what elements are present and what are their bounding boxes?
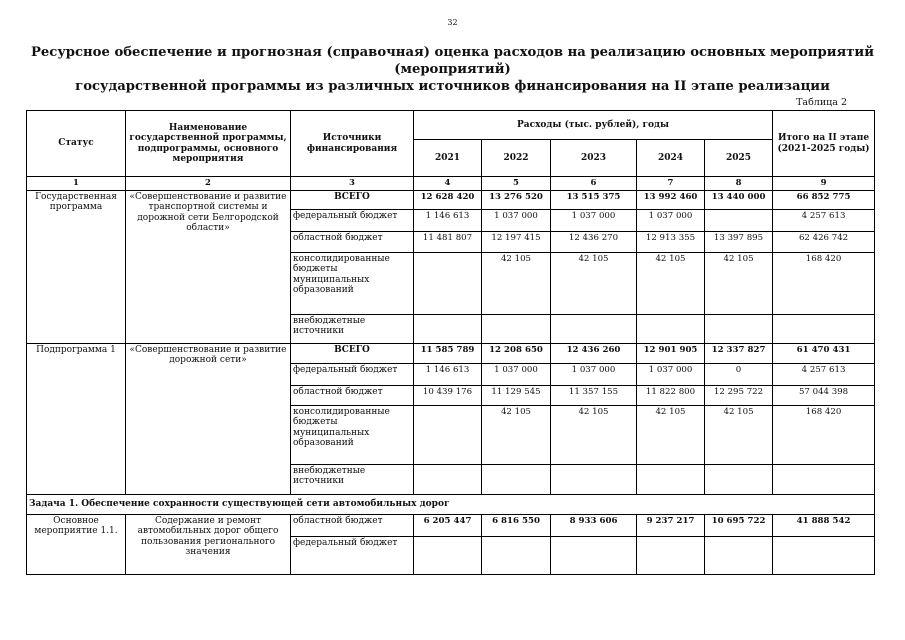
value-cell: 1 037 000 [551,209,637,231]
source-regional: областной бюджет [291,231,414,252]
value-cell: 6 816 550 [482,514,551,536]
value-cell: 168 420 [773,405,875,464]
column-number: 4 [414,177,482,191]
value-cell: 11 129 545 [482,385,551,405]
value-cell [705,314,773,343]
funding-table [26,110,875,575]
value-cell: 6 205 447 [414,514,482,536]
table-row [27,190,875,209]
task-row [27,494,875,514]
value-cell: 11 357 155 [551,385,637,405]
value-cell: 4 257 613 [773,363,875,385]
value-cell: 57 044 398 [773,385,875,405]
column-number: 6 [551,177,637,191]
table-row [27,343,875,363]
value-cell: 13 515 375 [551,190,637,209]
value-cell [551,314,637,343]
value-cell [773,314,875,343]
value-cell [414,405,482,464]
header-name: Наименование государственной программы, подпрограммы, основного мероприятия [126,111,291,177]
value-cell: 42 105 [705,405,773,464]
program-name: «Совершенствование и развитие транспортной системы и дорожной сети Белгородской области» [126,190,291,343]
column-number: 5 [482,177,551,191]
source-extra: внебюджетные источники [291,464,414,494]
value-cell: 62 426 742 [773,231,875,252]
column-number: 3 [291,177,414,191]
value-cell: 61 470 431 [773,343,875,363]
source-municipal: консолидированные бюджеты муниципальных образований [291,252,414,314]
header-year: 2025 [705,140,773,177]
column-number: 8 [705,177,773,191]
value-cell [705,536,773,574]
value-cell: 12 436 270 [551,231,637,252]
value-cell: 10 695 722 [705,514,773,536]
source-federal: федеральный бюджет [291,536,414,574]
header-year: 2022 [482,140,551,177]
value-cell: 1 146 613 [414,363,482,385]
value-cell [414,464,482,494]
page-number: 32 [447,18,458,27]
measure-name: Содержание и ремонт автомобильных дорог общего пользования регионального значения [126,514,291,574]
header-expenses: Расходы (тыс. рублей), годы [414,111,773,140]
value-cell [482,314,551,343]
column-number: 2 [126,177,291,191]
value-cell [637,536,705,574]
source-regional: областной бюджет [291,385,414,405]
subprogram-name: «Совершенствование и развитие дорожной сети» [126,343,291,494]
value-cell [482,536,551,574]
value-cell: 168 420 [773,252,875,314]
header-year: 2021 [414,140,482,177]
value-cell: 11 585 789 [414,343,482,363]
value-cell: 1 037 000 [637,209,705,231]
source-total: ВСЕГО [291,190,414,209]
value-cell: 11 822 800 [637,385,705,405]
value-cell [637,464,705,494]
value-cell: 1 037 000 [482,363,551,385]
value-cell: 13 276 520 [482,190,551,209]
value-cell: 12 295 722 [705,385,773,405]
value-cell: 42 105 [551,252,637,314]
column-number: 1 [27,177,126,191]
value-cell: 66 852 775 [773,190,875,209]
task-1-label: Задача 1. Обеспечение сохранности существующей сети автомобильных дорог [27,494,875,514]
value-cell: 1 037 000 [551,363,637,385]
value-cell: 13 440 000 [705,190,773,209]
value-cell: 1 037 000 [637,363,705,385]
value-cell: 1 037 000 [482,209,551,231]
value-cell: 12 436 260 [551,343,637,363]
value-cell: 12 913 355 [637,231,705,252]
value-cell: 42 105 [637,405,705,464]
value-cell [705,209,773,231]
header-total: Итого на II этапе (2021-2025 годы) [773,111,875,177]
value-cell: 1 146 613 [414,209,482,231]
value-cell: 13 397 895 [705,231,773,252]
source-regional: областной бюджет [291,514,414,536]
value-cell: 10 439 176 [414,385,482,405]
title-line-1: Ресурсное обеспечение и прогнозная (справочная) оценка расходов на реализацию основных мероприятий (мероприятий) [31,45,874,77]
value-cell: 41 888 542 [773,514,875,536]
table-label: Таблица 2 [796,97,847,108]
value-cell: 12 628 420 [414,190,482,209]
value-cell: 42 105 [551,405,637,464]
value-cell: 42 105 [482,405,551,464]
value-cell [773,536,875,574]
value-cell: 9 237 217 [637,514,705,536]
value-cell: 42 105 [637,252,705,314]
document-title [20,44,885,95]
source-extra: внебюджетные источники [291,314,414,343]
table-row [27,514,875,536]
value-cell: 0 [705,363,773,385]
source-total: ВСЕГО [291,343,414,363]
value-cell [482,464,551,494]
value-cell: 12 197 415 [482,231,551,252]
source-municipal: консолидированные бюджеты муниципальных образований [291,405,414,464]
value-cell: 8 933 606 [551,514,637,536]
value-cell: 42 105 [482,252,551,314]
header-status: Статус [27,111,126,177]
value-cell [773,464,875,494]
program-status: Государственная программа [27,190,126,343]
value-cell [414,536,482,574]
title-line-2: государственной программы из различных источников финансирования на II этапе реализации [75,79,830,94]
value-cell [551,464,637,494]
value-cell [637,314,705,343]
value-cell: 13 992 460 [637,190,705,209]
value-cell [551,536,637,574]
header-sources: Источники финансирования [291,111,414,177]
value-cell: 4 257 613 [773,209,875,231]
subprogram-status: Подпрограмма 1 [27,343,126,494]
header-year: 2023 [551,140,637,177]
source-federal: федеральный бюджет [291,209,414,231]
value-cell: 11 481 807 [414,231,482,252]
measure-status: Основное мероприятие 1.1. [27,514,126,574]
value-cell [414,252,482,314]
value-cell [705,464,773,494]
header-year: 2024 [637,140,705,177]
value-cell: 12 901 905 [637,343,705,363]
value-cell: 42 105 [705,252,773,314]
source-federal: федеральный бюджет [291,363,414,385]
column-number: 9 [773,177,875,191]
value-cell: 12 337 827 [705,343,773,363]
column-numbers-row [27,177,875,191]
value-cell [414,314,482,343]
column-number: 7 [637,177,705,191]
value-cell: 12 208 650 [482,343,551,363]
